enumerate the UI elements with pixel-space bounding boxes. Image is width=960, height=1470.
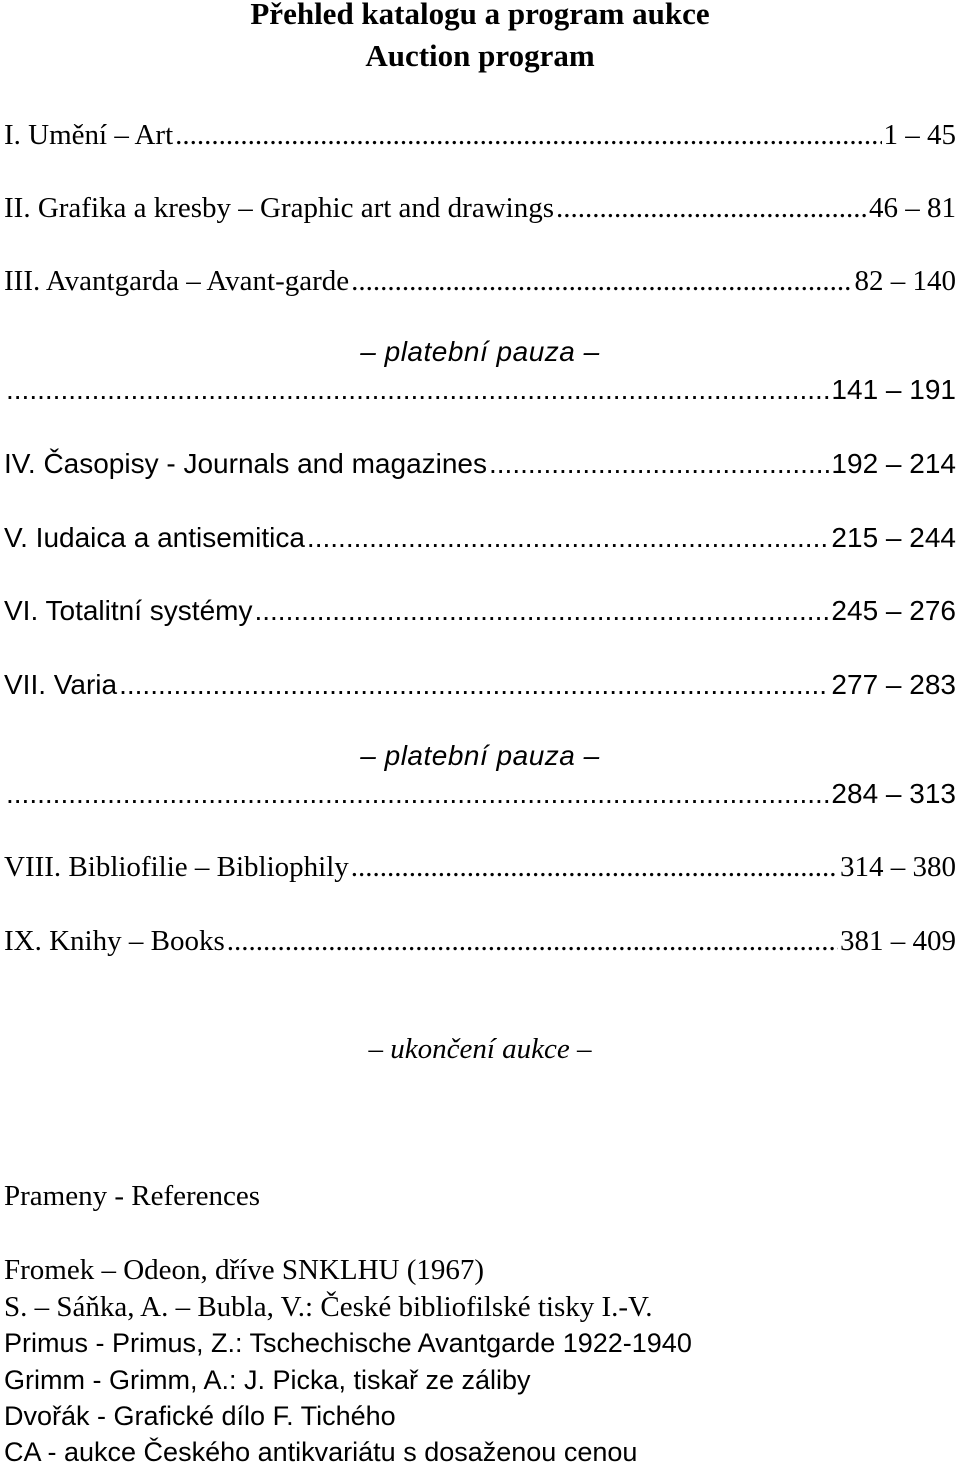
toc-entry-9 [4, 772, 956, 812]
toc-range: 245 – 276 [831, 595, 956, 626]
reference-item-6: CA - aukce Českého antikvariátu s dosaženou cenou [4, 1437, 638, 1467]
toc-label: VI. Totalitní systémy [4, 595, 253, 626]
toc-dot-leader [556, 190, 867, 226]
reference-item-3: Primus - Primus, Z.: Tschechische Avantgarde 1922-1940 [4, 1328, 692, 1358]
toc-dot-leader [6, 776, 829, 812]
auction-end-note: – ukončení aukce – [368, 1033, 592, 1065]
toc-entry-11 [4, 919, 956, 959]
toc-dot-leader [6, 372, 829, 408]
toc-entry-2 [4, 186, 956, 226]
toc-dot-leader [351, 849, 838, 885]
toc-range: 141 – 191 [831, 374, 956, 405]
toc-entry-10 [4, 845, 956, 885]
toc-range: 46 – 81 [869, 192, 956, 224]
toc-label: V. Iudaica a antisemitica [4, 522, 305, 553]
toc-label: VII. Varia [4, 669, 118, 700]
toc-dot-leader [227, 923, 838, 959]
toc-entry-6 [4, 516, 956, 556]
toc-range: 277 – 283 [831, 669, 956, 700]
toc-range: 192 – 214 [831, 448, 956, 479]
reference-item-5: Dvořák - Grafické dílo F. Tichého [4, 1401, 396, 1431]
toc-label: IV. Časopisy - Journals and magazines [4, 448, 487, 479]
reference-item-2: S. – Sáňka, A. – Bubla, V.: České bibliofilské tisky I.-V. [4, 1291, 653, 1323]
payment-pause-1: – platební pauza – [360, 336, 600, 367]
toc-range: 381 – 409 [840, 925, 956, 957]
toc-entry-3 [4, 259, 956, 299]
toc-entry-8 [4, 663, 956, 703]
toc-dot-leader [351, 263, 852, 299]
toc-dot-leader [175, 117, 881, 153]
page-title: Přehled katalogu a program aukce [250, 0, 710, 31]
toc-dot-leader [307, 520, 830, 556]
toc-range: 215 – 244 [831, 522, 956, 553]
toc-range: 82 – 140 [854, 265, 956, 297]
toc-label: II. Grafika a kresby – Graphic art and drawings [4, 192, 554, 224]
payment-pause-2: – platební pauza – [360, 740, 600, 771]
toc-range: 284 – 313 [831, 778, 956, 809]
toc-dot-leader [254, 593, 829, 629]
reference-item-1: Fromek – Odeon, dříve SNKLHU (1967) [4, 1254, 485, 1286]
page-subtitle: Auction program [365, 38, 595, 73]
toc-label: VIII. Bibliofilie – Bibliophily [4, 851, 349, 883]
toc-label: I. Umění – Art [4, 119, 174, 151]
toc-entry-5 [4, 442, 956, 482]
toc-dot-leader [119, 667, 829, 703]
toc-dot-leader [489, 446, 829, 482]
toc-range: 314 – 380 [840, 851, 956, 883]
toc-entry-1 [4, 113, 956, 153]
toc-label: IX. Knihy – Books [4, 925, 225, 957]
references-heading: Prameny - References [4, 1180, 261, 1212]
toc-entry-7 [4, 589, 956, 629]
reference-item-4: Grimm - Grimm, A.: J. Picka, tiskař ze záliby [4, 1365, 531, 1395]
toc-label: III. Avantgarda – Avant-garde [4, 265, 350, 297]
toc-entry-4 [4, 368, 956, 408]
toc-range: 1 – 45 [883, 119, 956, 151]
